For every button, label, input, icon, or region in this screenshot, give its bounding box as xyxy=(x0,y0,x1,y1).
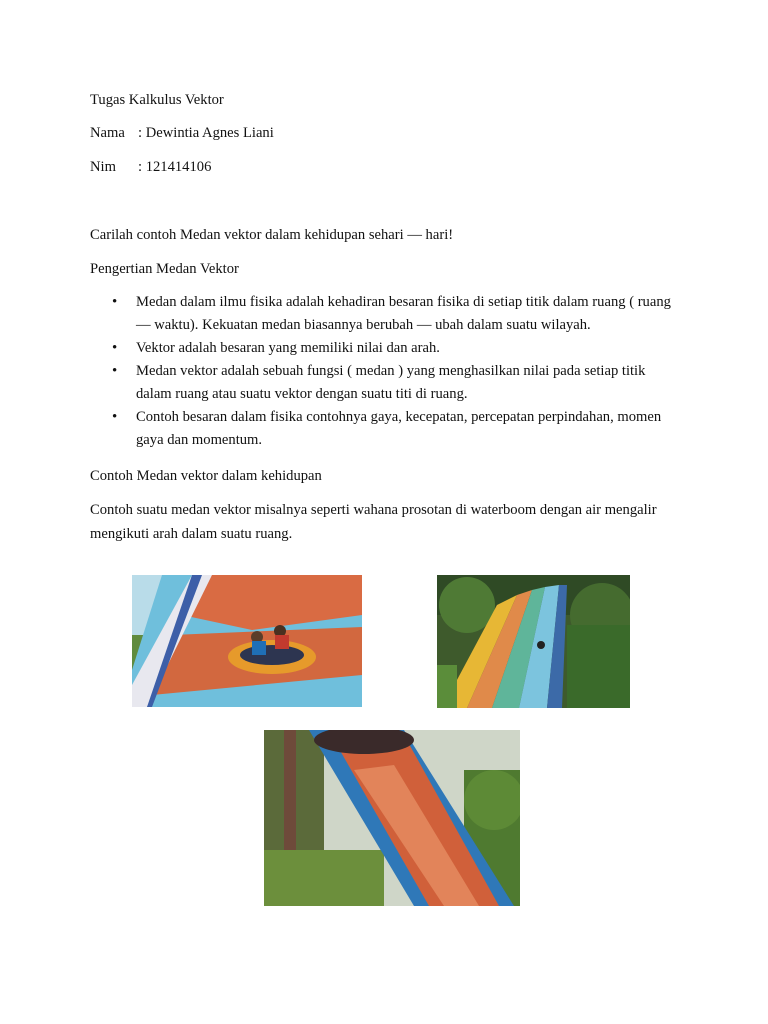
bullet-item: • Contoh besaran dalam fisika contohnya gaya, kecepatan, percepatan perpindahan, momen gaya dan momentum. xyxy=(90,406,690,452)
name-value: : Dewintia Agnes Liani xyxy=(138,125,274,141)
name-label: Nama xyxy=(90,125,125,141)
document-title: Tugas Kalkulus Vektor xyxy=(90,92,224,108)
example-heading: Contoh Medan vektor dalam kehidupan xyxy=(90,468,322,484)
definition-list xyxy=(90,291,690,452)
example-paragraph: Contoh suatu medan vektor misalnya seperti wahana prosotan di waterboom dengan air mengalir mengikuti arah dalam suatu ruang. xyxy=(90,502,657,542)
slide-photo-tube xyxy=(264,730,520,906)
slide-photo-lanes xyxy=(437,575,630,708)
bullet-item: • Medan dalam ilmu fisika adalah kehadiran besaran fisika di setiap titik dalam ruang ( ruang — waktu). Kekuatan medan biasannya berubah — ubah dalam suatu wilayah. xyxy=(90,291,690,337)
nim-label: Nim xyxy=(90,159,116,175)
name-row xyxy=(90,123,274,143)
nim-value: : 121414106 xyxy=(138,159,212,175)
question-text: Carilah contoh Medan vektor dalam kehidupan sehari — hari! xyxy=(90,227,454,243)
slide-photo-raft xyxy=(132,575,362,707)
nim-row xyxy=(90,157,211,177)
bullet-item: • Medan vektor adalah sebuah fungsi ( medan ) yang menghasilkan nilai pada setiap titik dalam ruang atau suatu vektor dengan suatu titi di ruang. xyxy=(90,360,690,406)
bullet-item: • Vektor adalah besaran yang memiliki nilai dan arah. xyxy=(90,337,690,360)
definition-heading: Pengertian Medan Vektor xyxy=(90,261,239,277)
